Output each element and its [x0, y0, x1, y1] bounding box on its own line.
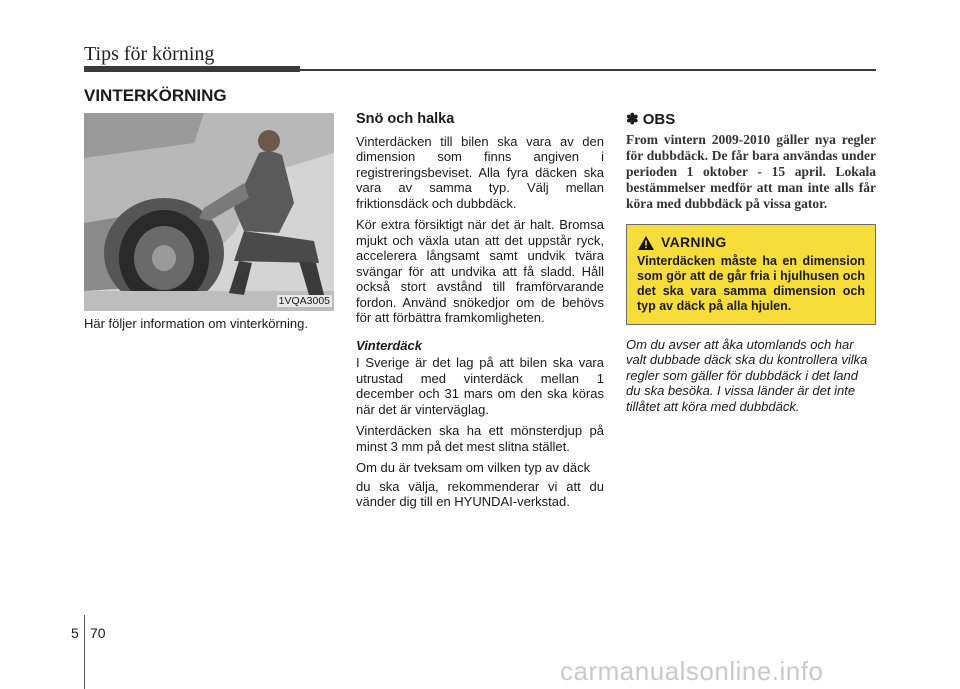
column-snow-and-ice [356, 112, 604, 516]
paragraph-tread-depth: Vinterdäcken ska ha ett mönsterdjup på minst 3 mm på det mest slitna stället. [356, 423, 604, 454]
footer-divider [84, 615, 85, 689]
figure-caption: Här följer information om vinterkörning. [84, 316, 308, 331]
header-rule-thick [84, 66, 300, 72]
page-number: 70 [90, 625, 106, 641]
header-rule-thin [300, 69, 876, 71]
section-title: VINTERKÖRNING [84, 86, 227, 105]
chapter-number: 5 [71, 625, 79, 641]
header-title: Tips för körning [84, 43, 215, 65]
paragraph-drive-carefully: Kör extra försiktigt när det är halt. Bromsa mjukt och växla utan att det uppstår ryck, accelerera långsamt samt undvik tvära svängar för att undvika att få sladd. Håll också stort avstånd till framförvarande fordon. Använd snökedjor om de behövs för att förbättra framkomligheten. [356, 217, 604, 325]
paragraph-workshop: du ska välja, rekommenderar vi att du vänder dig till en HYUNDAI-verkstad. [356, 478, 604, 509]
paragraph-law: I Sverige är det lag på att bilen ska vara utrustad med vinterdäck mellan 1 december och 31 mars om den ska köras när det är vinterväglag. [356, 355, 604, 417]
warning-text: Vinterdäcken måste ha en dimension som gör att de går fria i hjulhusen och det ska vara samma dimension och typ av däck på alla hjulen. [637, 253, 865, 313]
warning-label: VARNING [661, 233, 727, 250]
column-notes [626, 112, 876, 414]
subheading-winter-tires: Vinterdäck [356, 337, 422, 353]
warning-triangle-icon [637, 235, 655, 251]
heading-snow-and-ice: Snö och halka [356, 111, 455, 127]
tire-photo-graphic [84, 113, 334, 311]
winter-tire-illustration [84, 113, 334, 311]
abroad-note: Om du avser att åka utomlands och har valt dubbade däck ska du kontrollera vilka regler som gäller för dubbdäck i det land du ska besöka. I vissa länder är det inte tillåtet att köra med dubbdäck. [626, 336, 868, 414]
warning-box [626, 224, 876, 325]
obs-text: From vintern 2009-2010 gäller nya regler för dubbdäck. De får bara användas under perioden 1 oktober - 15 april. Lokala bestämmelser medför att man inte alls får köra med dubbdäck på vissa gator. [626, 131, 876, 211]
watermark: carmanualsonline.info [560, 656, 824, 686]
obs-title: ✽ OBS [626, 111, 676, 128]
paragraph-tire-dimension: Vinterdäcken till bilen ska vara av den dimension som finns angiven i registreringsbeviset. Alla fyra däcken ska vara av samma typ. Välj mellan friktionsdäck och dubbdäck. [356, 133, 604, 211]
figure-code: 1VQA3005 [278, 295, 330, 307]
paragraph-unsure: Om du är tveksam om vilken typ av däck [356, 460, 591, 475]
